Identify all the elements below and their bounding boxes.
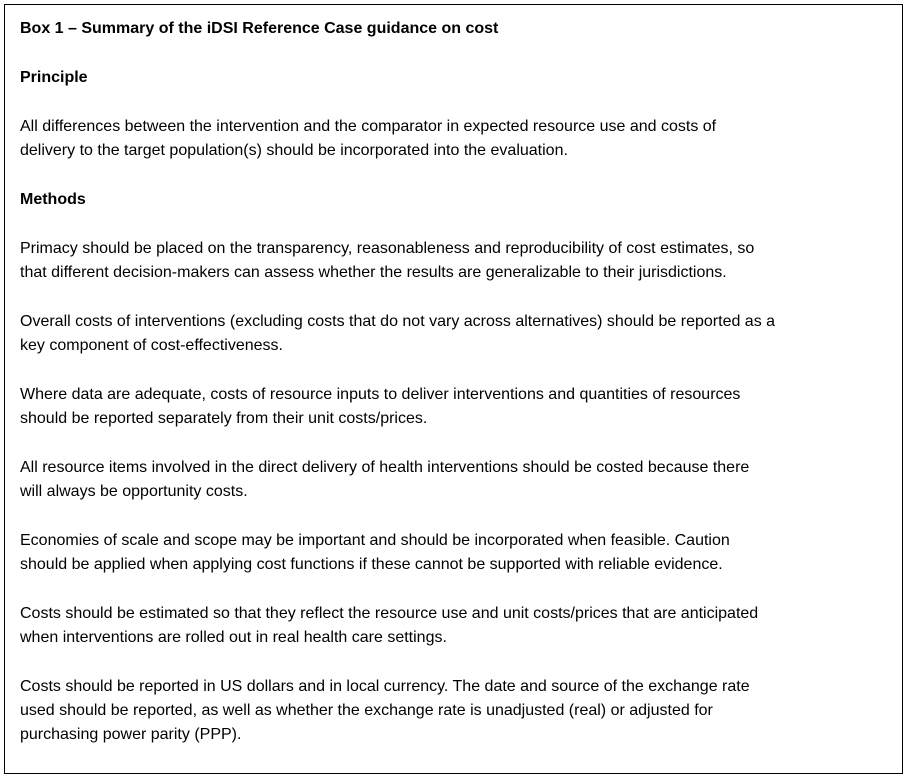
- paragraph-line: Where data are adequate, costs of resource inputs to deliver interventions and quantities of resources: [20, 386, 741, 403]
- paragraph-line: purchasing power parity (PPP).: [20, 726, 242, 743]
- paragraph-line: that different decision-makers can assess whether the results are generalizable to their jurisdictions.: [20, 264, 727, 281]
- paragraph-line: when interventions are rolled out in real health care settings.: [20, 629, 447, 646]
- methods-paragraph: [20, 237, 888, 285]
- paragraph-line: All differences between the intervention and the comparator in expected resource use and costs of: [20, 118, 717, 135]
- paragraph-line: Economies of scale and scope may be important and should be incorporated when feasible. Caution: [20, 532, 730, 549]
- summary-box: [4, 4, 903, 774]
- principle-paragraph: [20, 115, 888, 163]
- principle-heading: Principle: [20, 69, 88, 86]
- paragraph-line: All resource items involved in the direct delivery of health interventions should be costed because there: [20, 459, 750, 476]
- methods-paragraph: [20, 456, 888, 504]
- paragraph-line: delivery to the target population(s) should be incorporated into the evaluation.: [20, 142, 568, 159]
- paragraph-line: Overall costs of interventions (excluding costs that do not vary across alternatives) should be reported as a: [20, 313, 776, 330]
- methods-paragraph: [20, 529, 888, 577]
- paragraph-line: Primacy should be placed on the transparency, reasonableness and reproducibility of cost estimates, so: [20, 240, 755, 257]
- methods-heading: Methods: [20, 191, 86, 208]
- paragraph-line: should be reported separately from their unit costs/prices.: [20, 410, 428, 427]
- methods-paragraph: [20, 383, 888, 431]
- methods-paragraph: [20, 602, 888, 650]
- box-title: Box 1 – Summary of the iDSI Reference Case guidance on cost: [20, 20, 499, 37]
- methods-paragraph: [20, 675, 888, 747]
- paragraph-line: Costs should be reported in US dollars and in local currency. The date and source of the exchange rate: [20, 678, 750, 695]
- paragraph-line: will always be opportunity costs.: [20, 483, 248, 500]
- methods-paragraph: [20, 310, 888, 358]
- paragraph-line: key component of cost-effectiveness.: [20, 337, 283, 354]
- paragraph-line: Costs should be estimated so that they reflect the resource use and unit costs/prices that are anticipated: [20, 605, 759, 622]
- paragraph-line: should be applied when applying cost functions if these cannot be supported with reliable evidence.: [20, 556, 723, 573]
- paragraph-line: used should be reported, as well as whether the exchange rate is unadjusted (real) or adjusted for: [20, 702, 713, 719]
